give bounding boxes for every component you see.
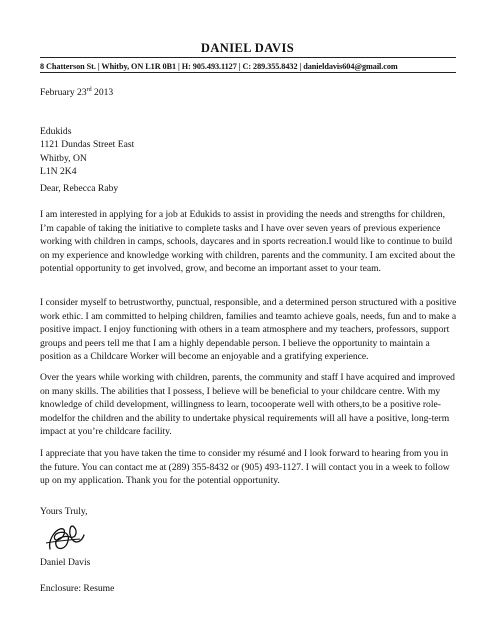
body-paragraph: I am interested in applying for a job at Edukids to assist in providing the needs and strengths for children, I’m capable of taking the initiative to complete tasks and I have over seven years of previous experience working with children in camps, schools, daycares and in sports recreation.I would like to continue to build on my experience and knowledge working with children, parents and the community. I am excited about the potential opportunity to get involved, grow, and become an important asset to your team. <box>40 209 455 274</box>
recipient-line: 1121 Dundas Street East <box>40 139 135 151</box>
handwritten-signature <box>44 521 90 555</box>
date-year: 2013 <box>91 87 114 98</box>
bottom-rule <box>40 72 456 73</box>
recipient-address <box>40 125 458 179</box>
recipient-line: Whitby, ON <box>40 152 87 164</box>
body-paragraph: I consider myself to betrustworthy, punctual, responsible, and a determined person structured with a positive work ethic. I am committed to helping children, families and teamto achieve goals, needs, fun and to make a positive impact. I enjoy functioning with others in a team atmosphere and my teachers, professors, support groups and peers tell me that I am a highly dependable person. I believe the opportunity to maintain a position as a Childcare Worker will become an enjoyable and a gratifying experience. <box>40 297 457 362</box>
closing: Yours Truly, <box>40 506 88 517</box>
salutation: Dear, Rebecca Raby <box>40 183 119 194</box>
recipient-line: L1N 2K4 <box>40 166 77 178</box>
body-paragraph: Over the years while working with children, parents, the community and staff I have acquired and improved on many skills. The abilities that I possess, I believe will be beneficial to your childcare centre. With my knowledge of child development, willingness to learn, tocooperate well with others,to be a positive role-modelfor the children and the ability to undertake physical requirements will all have a positive, long-term impact at you’re childcare facility. <box>40 372 455 437</box>
date-month: February 23 <box>40 87 87 98</box>
applicant-name: DANIEL DAVIS <box>200 41 295 55</box>
signature-name: Daniel Davis <box>40 557 91 568</box>
enclosure-note: Enclosure: Resume <box>40 583 115 594</box>
letter-date <box>40 86 458 100</box>
date-suffix: rd <box>86 86 92 93</box>
recipient-line: Edukids <box>40 126 72 137</box>
top-rule <box>40 57 456 58</box>
contact-line: 8 Chatterson St. | Whitby, ON L1R 0B1 | H: 905.493.1127 | C: 289.355.8432 | danieldavis604@gmail.com <box>40 62 398 71</box>
body-paragraph: I appreciate that you have taken the time to consider my résumé and I look forward to hearing from you in the future. You can contact me at (289) 355-8432 or (905) 493-1127. I will contact you in a week to follow up on my application. Thank you for the potential opportunity. <box>40 448 450 486</box>
